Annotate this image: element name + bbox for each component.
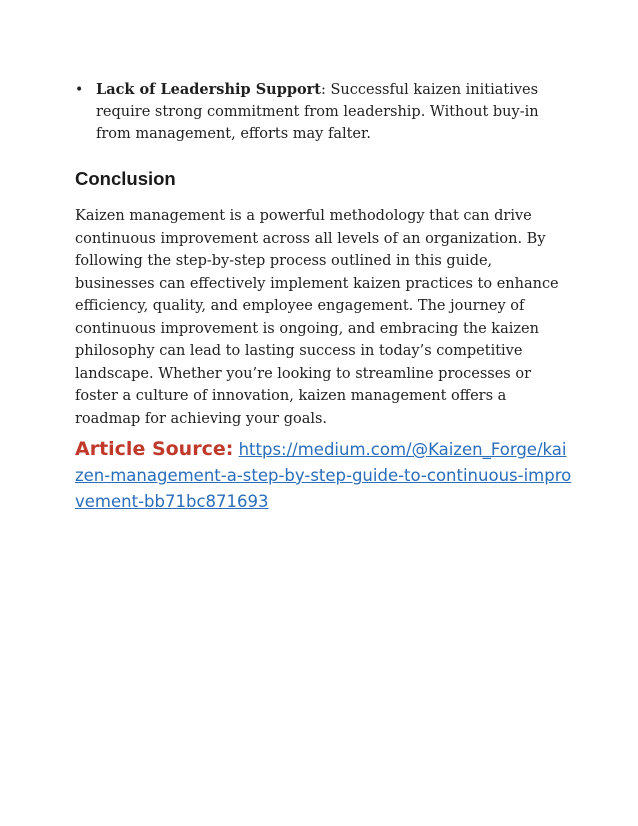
bullet-marker: • [75, 82, 84, 98]
article-source-link[interactable]: https://medium.com/@Kaizen_Forge/kaizen-management-a-step-by-step-guide-to-continuous-improvement-bb71bc871693 [75, 440, 572, 511]
bullet-item [75, 79, 555, 145]
article-source-label: Article Source: [75, 438, 234, 460]
conclusion-paragraph: Kaizen management is a powerful methodology that can drive continuous improvement across all levels of an organization. By following the step-by-step process outlined in this guide, businesses can effectively implement kaizen practices to enhance efficiency, quality, and employee engagement. The journey of continuous improvement is ongoing, and embracing the kaizen philosophy can lead to lasting success in today’s competitive landscape. Whether you’re looking to streamline processes or foster a culture of innovation, kaizen management offers a roadmap for achieving your goals. [75, 208, 559, 427]
bullet-text [96, 79, 555, 145]
article-source [75, 436, 575, 515]
bullet-bold-label: Lack of Leadership Support [96, 81, 321, 98]
bullet-body: : Successful kaizen initiatives require strong commitment from leadership. Without buy-in from management, efforts may falter. [96, 82, 539, 142]
conclusion-heading: Conclusion [75, 168, 176, 189]
